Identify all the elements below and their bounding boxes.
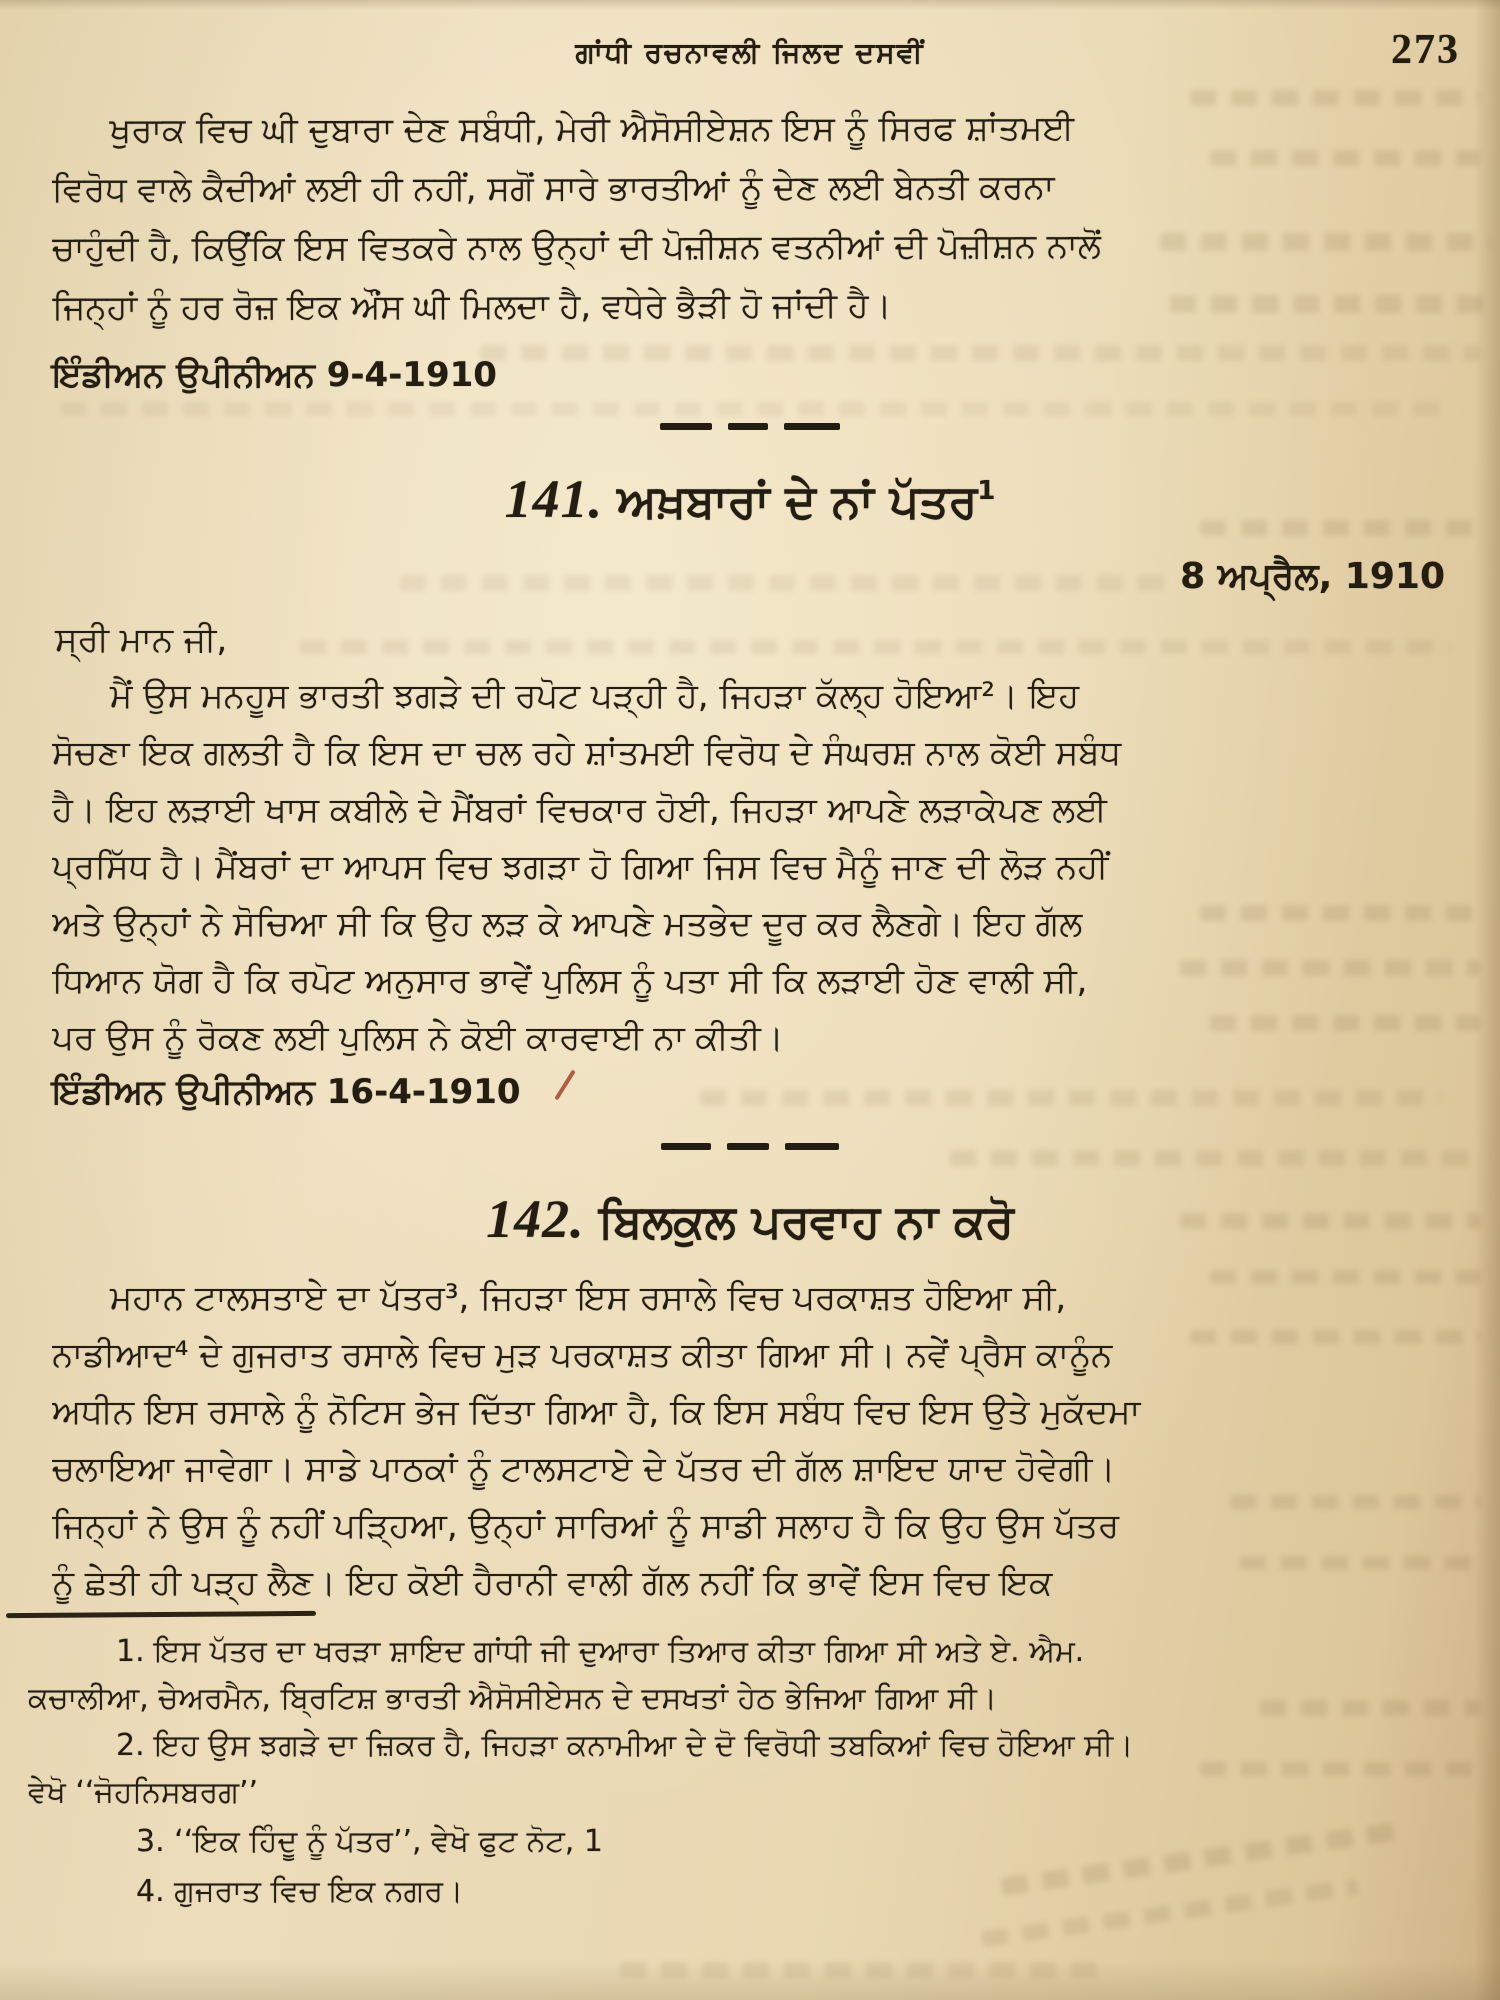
bleed-through-artifact (480, 345, 1480, 361)
section-divider (0, 423, 1500, 430)
entry-number: 142. (486, 1189, 585, 1249)
footnote-2 (28, 1722, 1468, 1816)
source-citation: ਇੰਡੀਅਨ ਉਪੀਨੀਅਨ 9-4-1910 (52, 355, 497, 395)
text-line: ਧਿਆਨ ਯੋਗ ਹੈ ਕਿ ਰਪੋਟ ਅਨੁਸਾਰ ਭਾਵੇਂ ਪੁਲਿਸ ਨੂੰ ਪਤਾ ਸੀ ਕਿ ਲੜਾਈ ਹੋਣ ਵਾਲੀ ਸੀ, (52, 961, 1088, 1001)
text-line: ਮੈਂ ਉਸ ਮਨਹੂਸ ਭਾਰਤੀ ਝਗੜੇ ਦੀ ਰਪੋਟ ਪੜ੍ਹੀ ਹੈ, ਜਿਹੜਾ ਕੱਲ੍ਹ ਹੋਇਆ²। ਇਹ (110, 676, 1080, 716)
text-line: ਮਹਾਨ ਟਾਲਸਤਾਏ ਦਾ ਪੱਤਰ³, ਜਿਹੜਾ ਇਸ ਰਸਾਲੇ ਵਿਚ ਪਰਕਾਸ਼ਤ ਹੋਇਆ ਸੀ, (110, 1278, 1067, 1318)
bleed-through-artifact (700, 1090, 1440, 1106)
paragraph-entry-142 (52, 1270, 1452, 1612)
red-pen-mark-artifact (554, 1070, 575, 1101)
text-line: ਸੋਚਣਾ ਇਕ ਗਲਤੀ ਹੈ ਕਿ ਇਸ ਦਾ ਚਲ ਰਹੇ ਸ਼ਾਂਤਮਈ ਵਿਰੋਧ ਦੇ ਸੰਘਰਸ਼ ਨਾਲ ਕੋਈ ਸਬੰਧ (52, 733, 1122, 773)
text-line: ਵਿਰੋਧ ਵਾਲੇ ਕੈਦੀਆਂ ਲਈ ਹੀ ਨਹੀਂ, ਸਗੋਂ ਸਾਰੇ ਭਾਰਤੀਆਂ ਨੂੰ ਦੇਣ ਲਈ ਬੇਨਤੀ ਕਰਨਾ (51, 167, 1055, 210)
page-edge-shadow (1474, 0, 1500, 2000)
paragraph-entry-140-end (52, 98, 1453, 338)
text-line: 4. ਗੁਜਰਾਤ ਵਿਚ ਇਕ ਨਗਰ। (136, 1874, 464, 1909)
source-citation: ਇੰਡੀਅਨ ਉਪੀਨੀਅਨ 16-4-1910 (52, 1072, 521, 1112)
section-divider (0, 1143, 1500, 1150)
bleed-through-artifact (400, 575, 1180, 591)
footnote-4 (28, 1868, 1468, 1915)
page-bottom-shadow (0, 1960, 1500, 2000)
text-line: ਚਲਾਇਆ ਜਾਵੇਗਾ। ਸਾਡੇ ਪਾਠਕਾਂ ਨੂੰ ਟਾਲਸਟਾਏ ਦੇ ਪੱਤਰ ਦੀ ਗੱਲ ਸ਼ਾਇਦ ਯਾਦ ਹੋਵੇਗੀ। (52, 1449, 1116, 1489)
bleed-through-artifact (300, 640, 1450, 654)
footnote-1 (28, 1628, 1468, 1722)
entry-title: ਬਿਲਕੁਲ ਪਰਵਾਹ ਨਾ ਕਰੋ (598, 1194, 1014, 1248)
entry-141-date: 8 ਅਪ੍ਰੈਲ, 1910 (1180, 556, 1445, 597)
text-line: ਜਿਨ੍ਹਾਂ ਨੇ ਉਸ ਨੂੰ ਨਹੀਂ ਪੜ੍ਹਿਆ, ਉਨ੍ਹਾਂ ਸਾਰਿਆਂ ਨੂੰ ਸਾਡੀ ਸਲਾਹ ਹੈ ਕਿ ਉਹ ਉਸ ਪੱਤਰ (52, 1506, 1120, 1546)
text-line: 1. ਇਸ ਪੱਤਰ ਦਾ ਖਰੜਾ ਸ਼ਾਇਦ ਗਾਂਧੀ ਜੀ ਦੁਆਰਾ ਤਿਆਰ ਕੀਤਾ ਗਿਆ ਸੀ ਅਤੇ ਏ. ਐਮ. (116, 1634, 1085, 1669)
text-line: ਨਾਡੀਆਦ⁴ ਦੇ ਗੁਜਰਾਤ ਰਸਾਲੇ ਵਿਚ ਮੁੜ ਪਰਕਾਸ਼ਤ ਕੀਤਾ ਗਿਆ ਸੀ। ਨਵੇਂ ਪ੍ਰੈਸ ਕਾਨੂੰਨ (52, 1335, 1113, 1375)
footnote-3 (28, 1818, 1468, 1865)
text-line: ਚਾਹੁੰਦੀ ਹੈ, ਕਿਉਂਕਿ ਇਸ ਵਿਤਕਰੇ ਨਾਲ ਉਨ੍ਹਾਂ ਦੀ ਪੋਜ਼ੀਸ਼ਨ ਵਤਨੀਆਂ ਦੀ ਪੋਜ਼ੀਸ਼ਨ ਨਾਲੋਂ (52, 226, 1101, 269)
text-line: ਖੁਰਾਕ ਵਿਚ ਘੀ ਦੁਬਾਰਾ ਦੇਣ ਸਬੰਧੀ, ਮੇਰੀ ਐਸੋਸੀਏਸ਼ਨ ਇਸ ਨੂੰ ਸਿਰਫ ਸ਼ਾਂਤਮਈ (109, 108, 1075, 151)
entry-141-heading (0, 468, 1500, 530)
text-line: ਪ੍ਰਸਿੱਧ ਹੈ। ਮੈਂਬਰਾਂ ਦਾ ਆਪਸ ਵਿਚ ਝਗੜਾ ਹੋ ਗਿਆ ਜਿਸ ਵਿਚ ਮੈਨੂੰ ਜਾਣ ਦੀ ਲੋੜ ਨਹੀਂ (52, 847, 1109, 887)
text-line: ਅਧੀਨ ਇਸ ਰਸਾਲੇ ਨੂੰ ਨੋਟਿਸ ਭੇਜ ਦਿੱਤਾ ਗਿਆ ਹੈ, ਕਿ ਇਸ ਸਬੰਧ ਵਿਚ ਇਸ ਉਤੇ ਮੁਕੱਦਮਾ (52, 1392, 1141, 1432)
page-number: 273 (1391, 27, 1460, 73)
divider-dash (784, 423, 840, 430)
divider-dash (661, 1143, 711, 1150)
text-line: ਹੈ। ਇਹ ਲੜਾਈ ਖਾਸ ਕਬੀਲੇ ਦੇ ਮੈਂਬਰਾਂ ਵਿਚਕਾਰ ਹੋਈ, ਜਿਹੜਾ ਆਪਣੇ ਲੜਾਕੇਪਣ ਲਈ (52, 790, 1107, 830)
divider-dash (728, 423, 768, 430)
running-title: ਗਾਂਧੀ ਰਚਨਾਵਲੀ ਜਿਲਦ ਦਸਵੀਂ (575, 36, 925, 69)
footnote-separator-rule (6, 1611, 316, 1618)
divider-dash (660, 423, 712, 430)
text-line: ਅਤੇ ਉਨ੍ਹਾਂ ਨੇ ਸੋਚਿਆ ਸੀ ਕਿ ਉਹ ਲੜ ਕੇ ਆਪਣੇ ਮਤਭੇਦ ਦੂਰ ਕਰ ਲੈਣਗੇ। ਇਹ ਗੱਲ (52, 904, 1083, 944)
text-line: ਕਚਾਲੀਆ, ਚੇਅਰਮੈਨ, ਬ੍ਰਿਟਿਸ਼ ਭਾਰਤੀ ਐਸੋਸੀਏਸਨ ਦੇ ਦਸਖਤਾਂ ਹੇਠ ਭੇਜਿਆ ਗਿਆ ਸੀ। (28, 1681, 998, 1716)
divider-dash (785, 1143, 839, 1150)
bleed-through-artifact (950, 1150, 1470, 1166)
divider-dash (727, 1143, 769, 1150)
text-line: 3. ‘‘ਇਕ ਹਿੰਦੂ ਨੂੰ ਪੱਤਰ’’, ਵੇਖੋ ਫੁਟ ਨੋਟ, 1 (136, 1824, 603, 1859)
page-top-shadow (0, 0, 1500, 10)
text-line: ਨੂੰ ਛੇਤੀ ਹੀ ਪੜ੍ਹ ਲੈਣ। ਇਹ ਕੋਈ ਹੈਰਾਨੀ ਵਾਲੀ ਗੱਲ ਨਹੀਂ ਕਿ ਭਾਵੇਂ ਇਸ ਵਿਚ ਇਕ (52, 1563, 1053, 1603)
entry-title: ਅਖ਼ਬਾਰਾਂ ਦੇ ਨਾਂ ਪੱਤਰ (617, 474, 978, 528)
text-line: ਵੇਖੋ ‘‘ਜੋਹਨਿਸਬਰਗ’’ (28, 1775, 259, 1810)
text-line: ਜਿਨ੍ਹਾਂ ਨੂੰ ਹਰ ਰੋਜ਼ ਇਕ ਔਂਸ ਘੀ ਮਿਲਦਾ ਹੈ, ਵਧੇਰੇ ਭੈੜੀ ਹੋ ਜਾਂਦੀ ਹੈ। (52, 285, 892, 328)
entry-number: 141. (504, 469, 604, 529)
bleed-through-artifact (60, 402, 1440, 416)
paragraph-entry-141 (52, 668, 1452, 1067)
salutation: ਸ੍ਰੀ ਮਾਨ ਜੀ, (55, 620, 228, 660)
text-line: ਪਰ ਉਸ ਨੂੰ ਰੋਕਣ ਲਈ ਪੁਲਿਸ ਨੇ ਕੋਈ ਕਾਰਵਾਈ ਨਾ ਕੀਤੀ। (52, 1018, 784, 1058)
entry-142-heading (0, 1188, 1500, 1250)
footnote-reference: 1 (977, 476, 996, 506)
text-line: 2. ਇਹ ਉਸ ਝਗੜੇ ਦਾ ਜ਼ਿਕਰ ਹੈ, ਜਿਹੜਾ ਕਨਾਮੀਆ ਦੇ ਦੋ ਵਿਰੋਧੀ ਤਬਕਿਆਂ ਵਿਚ ਹੋਇਆ ਸੀ। (116, 1728, 1134, 1763)
